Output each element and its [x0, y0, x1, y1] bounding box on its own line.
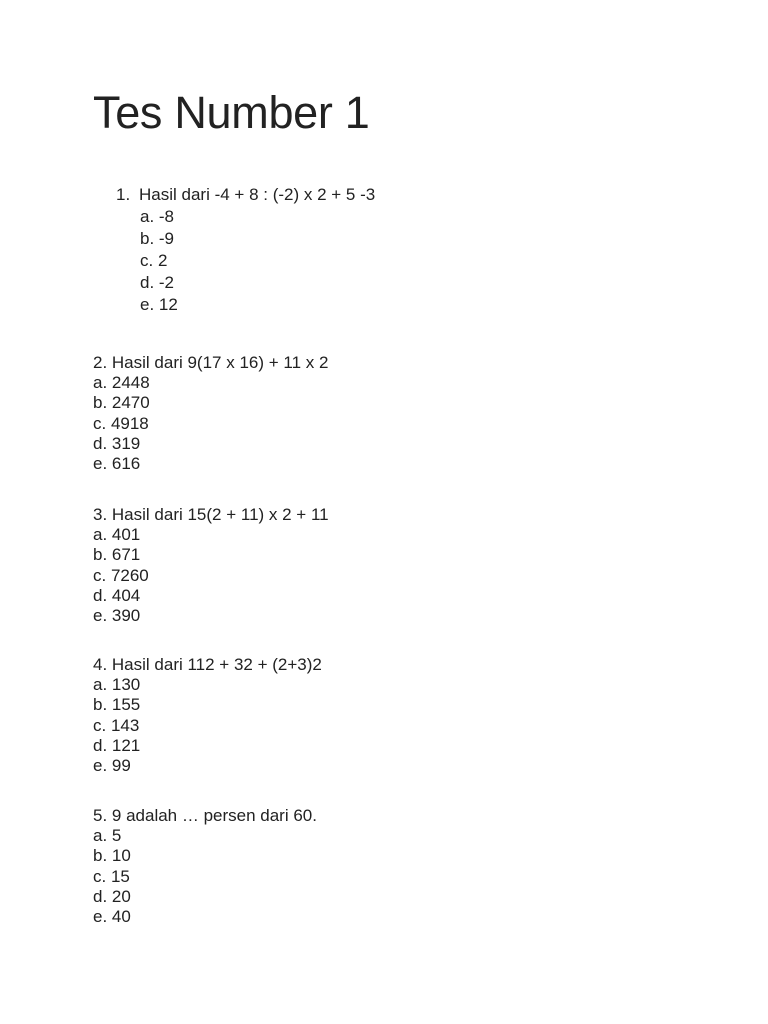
- question-1: [116, 184, 375, 316]
- answer-option-e: e. 99: [93, 756, 131, 776]
- answer-option-e: e. 40: [93, 907, 131, 927]
- answer-option-d: d. 404: [93, 585, 141, 605]
- answer-option-e: e. 616: [93, 454, 141, 474]
- answer-option-a: a. 130: [93, 675, 141, 695]
- question-5: [93, 806, 317, 927]
- answer-option-b: b. -9: [140, 229, 175, 248]
- page-title: Tes Number 1: [93, 87, 370, 138]
- answer-option-c: c. 7260: [93, 565, 149, 585]
- question-4: [93, 655, 322, 776]
- question-number: 1.: [116, 185, 131, 204]
- answer-option-b: b. 2470: [93, 393, 150, 413]
- question-text: 5. 9 adalah … persen dari 60.: [93, 806, 317, 825]
- answer-option-d: d. -2: [140, 273, 175, 292]
- answer-option-d: d. 20: [93, 886, 131, 906]
- answer-option-d: d. 121: [93, 735, 141, 755]
- answer-option-c: c. 15: [93, 866, 130, 886]
- question-text: Hasil dari -4 + 8 : (-2) x 2 + 5 -3: [139, 185, 376, 204]
- answer-option-d: d. 319: [93, 433, 141, 453]
- answer-option-a: a. 5: [93, 826, 122, 846]
- answer-option-b: b. 10: [93, 846, 131, 866]
- answer-option-a: a. 401: [93, 525, 141, 545]
- answer-option-c: c. 4918: [93, 413, 149, 433]
- question-3: [93, 505, 329, 626]
- question-text: 3. Hasil dari 15(2 + 11) x 2 + 11: [93, 505, 329, 524]
- question-2: [93, 353, 328, 474]
- answer-option-b: b. 671: [93, 545, 141, 565]
- answer-option-a: a. 2448: [93, 373, 150, 393]
- answer-options: [140, 206, 375, 316]
- answer-option-e: e. 390: [93, 606, 141, 626]
- question-text: 2. Hasil dari 9(17 x 16) + 11 x 2: [93, 353, 329, 372]
- answer-option-a: a. -8: [140, 207, 175, 226]
- question-stem: [116, 184, 375, 206]
- answer-option-c: c. 143: [93, 715, 140, 735]
- answer-option-c: c. 2: [140, 251, 168, 270]
- answer-option-e: e. 12: [140, 295, 178, 314]
- question-text: 4. Hasil dari 112 + 32 + (2+3)2: [93, 655, 322, 674]
- answer-option-b: b. 155: [93, 695, 141, 715]
